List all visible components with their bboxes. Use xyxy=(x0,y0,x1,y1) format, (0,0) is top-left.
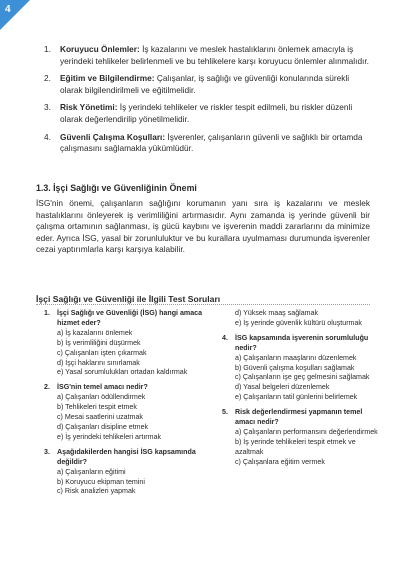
question-text: İSG kapsamında işverenin sorumluluğu nedir? xyxy=(235,333,369,352)
list-item-title: Risk Yönetimi: xyxy=(60,102,118,113)
test-question xyxy=(44,448,204,498)
list-item-number: 3. xyxy=(44,102,51,113)
answer-option: a) Çalışanların maaşlarını düzenlemek xyxy=(235,353,357,362)
question-text: İSG'nin temel amacı nedir? xyxy=(57,383,148,392)
list-item-text: İş kazalarını ve meslek hastalıklarını önlemek amacıyla iş yerindeki tehlikeler belirlenmeli ve bu tehlikelere karşı koruyucu önlemler alınmalıdır. xyxy=(60,44,369,66)
list-item-number: 4. xyxy=(44,131,51,142)
questions-right-column xyxy=(222,309,382,473)
list-item-title: Koruyucu Önlemler: xyxy=(60,44,140,54)
answer-option: c) Mesai saatlerini uzatmak xyxy=(57,413,143,422)
list-item-number: 1. xyxy=(44,44,51,54)
answer-option: a) Çalışanların performansını değerlendirmek xyxy=(235,427,378,436)
answer-option: a) Çalışanların eğitimi xyxy=(57,467,126,476)
question-heading xyxy=(222,408,382,428)
answer-option: d) İşçi haklarını sınırlamak xyxy=(57,358,140,367)
list-item xyxy=(44,132,370,155)
answer-option: b) Koruyucu ekipman temini xyxy=(57,477,145,486)
answer-option: b) İş verimliliğini düşürmek xyxy=(57,338,141,347)
answer-option: e) Yasal sorumlulukları ortadan kaldırmak xyxy=(57,368,188,377)
answer-option: b) Tehlikeleri tespit etmek xyxy=(57,403,137,412)
question-heading xyxy=(44,383,204,393)
list-item xyxy=(44,73,370,96)
dotted-divider xyxy=(36,304,370,305)
question-heading xyxy=(222,334,382,354)
test-question xyxy=(222,334,382,403)
answer-option: c) Çalışanlara eğitim vermek xyxy=(235,457,325,466)
test-question xyxy=(222,408,382,467)
test-question xyxy=(44,309,204,378)
page-number: 4 xyxy=(5,4,11,15)
question-number: 2. xyxy=(44,383,50,392)
list-item xyxy=(44,44,370,67)
answer-option: d) Yüksek maaş sağlamak xyxy=(235,309,319,317)
section-paragraph: İSG'nin önemi, çalışanların sağlığını korumanın yanı sıra iş kazalarını ve meslek hastalıklarını önleyerek iş verimliliğini artırmasıdır. Aynı zamanda iş yerinde güvenli bir çalışma ortamının sağlanması, iş gücü kaybını ve işverenin maddi zararlarını da minimize eder. Ayrıca İSG, yasal bir zorunluluktur ve bu kurallara uyulmaması durumunda işverenler cezai yaptırımlarla karşı karşıya kalabilir. xyxy=(36,198,370,254)
continued-options xyxy=(222,309,382,329)
answer-option: c) Çalışanların işe geç gelmesini sağlamak xyxy=(235,373,370,382)
questions-left-column xyxy=(44,309,204,502)
question-text: İşçi Sağlığı ve Güvenliği (İSG) hangi amaca hizmet eder? xyxy=(57,309,203,327)
question-heading xyxy=(44,448,204,468)
answer-option: b) İş yerinde tehlikeleri tespit etmek ve azaltmak xyxy=(235,437,356,456)
test-question xyxy=(44,383,204,442)
question-number: 1. xyxy=(44,309,50,317)
question-number: 3. xyxy=(44,447,50,456)
answer-option: c) Risk analizleri yapmak xyxy=(57,487,136,496)
answer-option: a) İş kazalarını önlemek xyxy=(57,328,133,337)
answer-option: a) Çalışanları ödüllendirmek xyxy=(57,393,146,402)
answer-option: e) İş yerindeki tehlikeleri artırmak xyxy=(57,432,162,441)
question-heading xyxy=(44,309,204,329)
answer-option: e) Çalışanların tatil günlerini belirlemek xyxy=(235,393,358,402)
answer-option: d) Çalışanları disipline etmek xyxy=(57,422,149,431)
test-title: İşçi Sağlığı ve Güvenliği ile İlgili Test Soruları xyxy=(36,294,221,304)
answer-option: e) İş yerinde güvenlik kültürü oluşturmak xyxy=(235,318,362,327)
answer-option: b) Güvenli çalışma koşulları sağlamak xyxy=(235,363,355,372)
list-item-title: Eğitim ve Bilgilendirme: xyxy=(60,73,155,84)
answer-option: c) Çalışanları işten çıkarmak xyxy=(57,348,147,357)
question-number: 4. xyxy=(222,333,228,342)
list-item-text: İşverenler, çalışanların güvenli ve sağlıklı bir ortamda çalışmasını sağlamakla yükümlüdür. xyxy=(60,131,363,154)
section-title: 1.3. İşçi Sağlığı ve Güvenliğinin Önemi xyxy=(36,183,197,193)
answer-option: d) Yasal belgeleri düzenlemek xyxy=(235,383,330,392)
list-item-text: Çalışanlar, iş sağlığı ve güvenliği konularında sürekli olarak bilgilendirilmeli ve eğitilmelidir. xyxy=(60,73,350,95)
list-item-text: İş yerindeki tehlikeler ve riskler tespit edilmeli, bu riskler düzenli olarak değerlendirilip yönetilmelidir. xyxy=(60,102,353,124)
question-number: 5. xyxy=(222,408,228,417)
list-item xyxy=(44,102,370,125)
question-text: Aşağıdakilerden hangisi İSG kapsamında değildir? xyxy=(57,447,196,466)
principles-list xyxy=(44,44,370,161)
question-text: Risk değerlendirmesi yapmanın temel amacı nedir? xyxy=(235,408,363,427)
list-item-number: 2. xyxy=(44,73,51,84)
list-item-title: Güvenli Çalışma Koşulları: xyxy=(60,131,166,142)
